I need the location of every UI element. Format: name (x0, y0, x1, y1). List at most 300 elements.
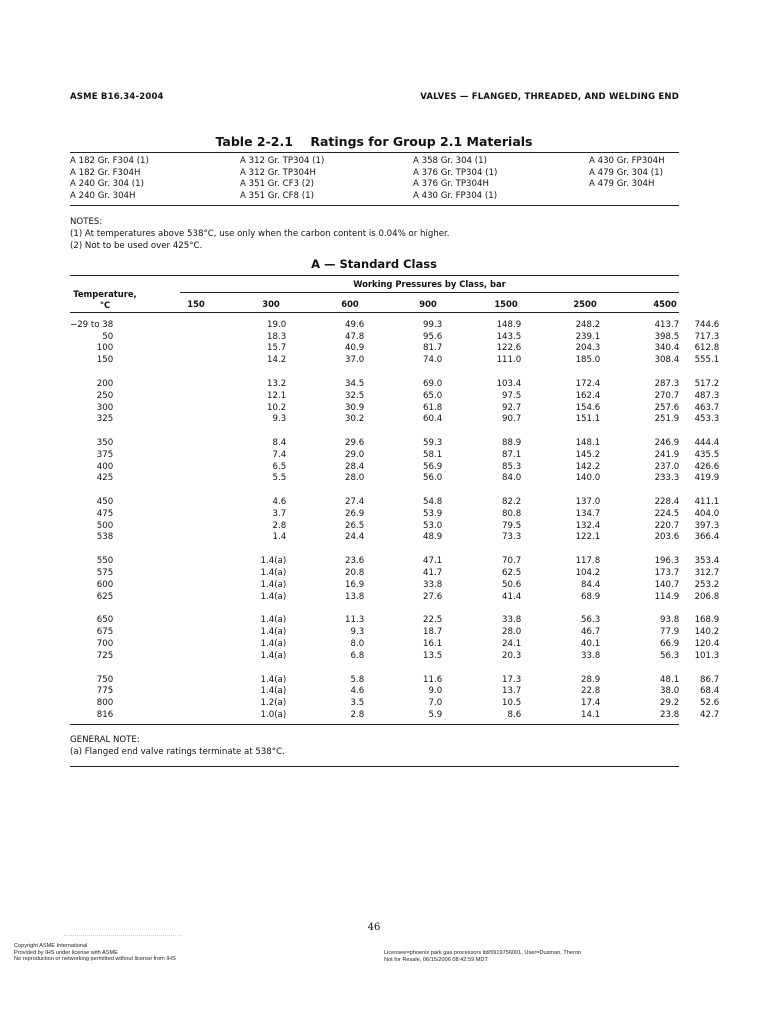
temperature-cell: 350 (96, 438, 114, 449)
temperature-cell: 500 (96, 520, 114, 531)
pressure-cell: 1.4(a) (260, 674, 287, 685)
material-spec: A 312 Gr. TP304 (1) (240, 156, 325, 166)
pressure-cell: 366.4 (694, 532, 720, 543)
general-note-text: (a) Flanged end valve ratings terminate at 538°C. (70, 747, 285, 757)
pressure-cell: 62.5 (502, 568, 522, 579)
pressure-cell: 172.4 (575, 378, 601, 389)
pressure-cell: 140.0 (575, 473, 601, 484)
material-spec: A 376 Gr. TP304 (1) (413, 167, 498, 178)
pressure-cell: 2.8 (272, 520, 287, 531)
pressure-cell: 11.6 (423, 674, 443, 685)
pressure-cell: 34.5 (345, 378, 365, 389)
temperature-cell: 625 (96, 591, 114, 602)
pressure-cell: 88.9 (502, 438, 522, 449)
materials-column-3 (413, 156, 497, 203)
pressure-cell: 312.7 (694, 568, 720, 579)
pressure-cell: 47.1 (423, 556, 443, 567)
pressure-cell: 140.7 (654, 579, 680, 590)
table-row (70, 651, 719, 663)
notes-heading: NOTES: (70, 217, 103, 227)
materials-column-2 (240, 156, 324, 203)
pressure-cell: 99.3 (423, 320, 443, 330)
pressure-cell: 148.9 (496, 320, 522, 330)
pressure-cell: 253.2 (694, 579, 720, 590)
table-row (70, 450, 719, 462)
pressure-cell: 17.3 (502, 674, 522, 685)
pressure-cell: 18.7 (423, 627, 443, 638)
materials-rule (70, 205, 679, 206)
materials-column-4 (589, 156, 665, 191)
pressure-cell: 137.0 (575, 497, 601, 508)
running-header-section: VALVES — FLANGED, THREADED, AND WELDING END (420, 92, 679, 102)
materials-column-1 (70, 156, 149, 203)
class-header: 150 (187, 299, 205, 309)
pressure-cell: 7.0 (428, 698, 443, 709)
class-header: 300 (262, 299, 280, 309)
pressure-cell: 53.9 (423, 509, 443, 520)
table-row (70, 320, 719, 332)
pressure-cell: 27.6 (423, 591, 443, 602)
pressure-cell: 308.4 (654, 355, 680, 366)
pressure-cell: 38.0 (660, 686, 680, 697)
pressure-cell: 220.7 (654, 520, 680, 531)
pressure-cell: 10.5 (502, 698, 522, 709)
pressure-cell: 1.4(a) (260, 686, 287, 697)
pressure-cell: 17.4 (581, 698, 601, 709)
pressure-cell: 16.1 (423, 638, 443, 649)
pressure-cell: 224.5 (654, 509, 680, 520)
pressure-cell: 555.1 (694, 355, 720, 366)
pressure-cell: 77.9 (660, 627, 680, 638)
subtitle-rule (70, 275, 679, 276)
material-spec: A 351 Gr. CF8 (1) (240, 191, 314, 202)
table-row (70, 485, 719, 509)
pressure-cell: 353.4 (694, 556, 720, 567)
class-header: 1500 (494, 299, 518, 309)
pressure-cell: 68.9 (581, 591, 601, 602)
pressure-cell: 41.7 (423, 568, 443, 579)
pressure-cell: 251.9 (654, 414, 680, 425)
table-row (70, 355, 719, 367)
pressure-cell: 61.8 (423, 402, 443, 413)
pressure-cell: 1.4(a) (260, 650, 287, 661)
table-bottom-rule (70, 724, 679, 725)
pressure-cell: 411.1 (694, 497, 720, 508)
pressure-cell: 287.3 (654, 378, 680, 389)
pressure-cell: 241.9 (654, 449, 680, 460)
pressure-cell: 32.5 (345, 390, 365, 401)
pressure-cell: 248.2 (575, 320, 601, 330)
pressure-cell: 30.2 (345, 414, 365, 425)
temperature-label: Temperature, (73, 289, 137, 299)
pressure-cell: 9.0 (428, 686, 443, 697)
pressure-cell: 26.9 (345, 509, 365, 520)
temperature-cell: 450 (96, 497, 114, 508)
temperature-cell: −29 to 38 (70, 320, 114, 330)
pressure-cell: 49.6 (345, 320, 365, 330)
footer-line: Licensee=phoenix park gas processors ltd/5919756001, User=Dusman, Theron (384, 950, 582, 956)
pressure-cell: 1.4(a) (260, 627, 287, 638)
pressure-cell: 204.3 (575, 343, 601, 354)
table-row (70, 521, 719, 533)
table-row (70, 367, 719, 391)
table-title: Table 2-2.1 Ratings for Group 2.1 Materials (215, 134, 533, 149)
pressure-cell: 14.2 (267, 355, 287, 366)
pressure-cell: 463.7 (694, 402, 720, 413)
pressure-cell: 20.8 (345, 568, 365, 579)
temperature-cell: 700 (96, 638, 114, 649)
table-row (70, 343, 719, 355)
pressure-cell: 3.5 (350, 698, 365, 709)
pressure-cell: 487.3 (694, 390, 720, 401)
pressure-cell: 42.7 (700, 709, 720, 720)
temperature-unit: °C (99, 300, 111, 310)
pressure-cell: 65.0 (423, 390, 443, 401)
pressure-cell: 1.4(a) (260, 638, 287, 649)
pressure-cell: 3.7 (272, 509, 287, 520)
pressure-cell: 145.2 (575, 449, 601, 460)
pressure-cell: 41.4 (502, 591, 522, 602)
pressure-cell: 744.6 (694, 320, 720, 330)
pressure-cell: 90.7 (502, 414, 522, 425)
pressure-cell: 23.8 (660, 709, 680, 720)
pressure-cell: 28.0 (345, 473, 365, 484)
pressure-cell: 148.1 (575, 438, 601, 449)
notes-block (70, 216, 450, 252)
temperature-cell: 725 (96, 650, 114, 661)
pressure-cell: 134.7 (575, 509, 601, 520)
pressure-cell: 151.1 (575, 414, 601, 425)
pressure-cell: 24.4 (345, 532, 365, 543)
pressure-cell: 122.1 (575, 532, 601, 543)
pressure-cell: 74.0 (423, 355, 443, 366)
pressure-cell: 1.4(a) (260, 591, 287, 602)
material-spec: A 430 Gr. FP304 (1) (413, 191, 498, 202)
pressure-cell: 14.1 (581, 709, 601, 720)
pressure-cell: 54.8 (423, 497, 443, 508)
title-rule (70, 152, 679, 153)
pressure-cell: 33.8 (502, 615, 522, 626)
pressure-cell: 40.1 (581, 638, 601, 649)
table-row (70, 698, 719, 710)
pressure-cell: 1.4(a) (260, 556, 287, 567)
pressure-cell: 103.4 (496, 378, 522, 389)
pressure-cell: 66.9 (660, 638, 680, 649)
pressure-cell: 1.2(a) (260, 698, 287, 709)
footer-line: Copyright ASME International (14, 943, 88, 949)
table-row (70, 662, 719, 686)
pressure-cell: 97.5 (502, 390, 522, 401)
pressure-cell: 59.3 (423, 438, 443, 449)
pressure-cell: 185.0 (575, 355, 601, 366)
table-row (70, 391, 719, 403)
class-header: 4500 (653, 299, 677, 309)
class-header: 900 (419, 299, 437, 309)
pressure-cell: 47.8 (345, 331, 365, 342)
temperature-cell: 150 (96, 355, 114, 366)
pressure-cell: 237.0 (654, 461, 680, 472)
table-row (70, 403, 719, 415)
pressure-cell: 95.6 (423, 331, 443, 342)
general-note-heading: GENERAL NOTE: (70, 735, 140, 745)
pressure-cell: 46.7 (581, 627, 601, 638)
pressure-cell: 79.5 (502, 520, 522, 531)
pressure-cell: 26.5 (345, 520, 365, 531)
pressure-cell: 104.2 (575, 568, 601, 579)
pressure-cell: 13.5 (423, 650, 443, 661)
material-spec: A 182 Gr. F304 (1) (70, 156, 149, 166)
pressure-cell: 1.4(a) (260, 615, 287, 626)
pressure-cell: 27.4 (345, 497, 365, 508)
pressure-cell: 56.9 (423, 461, 443, 472)
footer-line: No reproduction or networking permitted without license from IHS (14, 956, 176, 963)
footer-line: Not for Resale, 06/15/2006 08:42:59 MDT (384, 956, 488, 963)
pressure-cell: 101.3 (694, 650, 720, 661)
pressure-cell: 13.8 (345, 591, 365, 602)
pressure-cell: 85.3 (502, 461, 522, 472)
table-row (70, 532, 719, 544)
licensee-footer (384, 950, 581, 963)
pressure-cell: 4.6 (350, 686, 365, 697)
table-row (70, 473, 719, 485)
temperature-cell: 538 (96, 532, 114, 543)
pressure-cell: 50.6 (502, 579, 522, 590)
pressure-cell: 142.2 (575, 461, 601, 472)
material-spec: A 376 Gr. TP304H (413, 179, 489, 190)
material-spec: A 182 Gr. F304H (70, 167, 141, 178)
pressure-cell: 73.3 (502, 532, 522, 543)
pressure-cell: 60.4 (423, 414, 443, 425)
pressure-cell: 87.1 (502, 449, 522, 460)
pressure-cell: 29.6 (345, 438, 365, 449)
pressure-cell: 19.0 (267, 320, 287, 330)
pressure-cell: 53.0 (423, 520, 443, 531)
pressure-cell: 93.8 (660, 615, 680, 626)
pressure-cell: 56.3 (581, 615, 601, 626)
pressure-cell: 9.3 (350, 627, 365, 638)
pressure-cell: 6.5 (272, 461, 287, 472)
pressure-cell: 340.4 (654, 343, 680, 354)
material-spec: A 312 Gr. TP304H (240, 167, 316, 178)
pressure-cell: 28.4 (345, 461, 365, 472)
working-pressures-header: Working Pressures by Class, bar (353, 279, 506, 289)
pressure-cell: 13.7 (502, 686, 522, 697)
pressure-cell: 29.0 (345, 449, 365, 460)
pressure-cell: 29.2 (660, 698, 680, 709)
pressure-cell: 5.9 (428, 709, 443, 720)
footer-line: Provided by IHS under license with ASME (14, 949, 118, 956)
pressure-cell: 86.7 (700, 674, 720, 685)
pressure-cell: 24.1 (502, 638, 522, 649)
pressure-cell: 8.4 (272, 438, 287, 449)
pressure-cell: 10.2 (267, 402, 287, 413)
table-row (70, 414, 719, 426)
temperature-cell: 400 (96, 461, 114, 472)
table-row (70, 686, 719, 698)
pressure-cell: 13.2 (267, 378, 287, 389)
pressure-cell: 16.9 (345, 579, 365, 590)
material-spec: A 479 Gr. 304 (1) (589, 167, 663, 178)
pressure-cell: 173.7 (654, 568, 680, 579)
temperature-cell: 800 (96, 698, 114, 709)
table-row (70, 603, 719, 627)
temperature-column-header (70, 289, 140, 311)
pressure-cell: 717.3 (694, 331, 720, 342)
pressure-cell: 9.3 (272, 414, 287, 425)
pressure-cell: 132.4 (575, 520, 601, 531)
pressure-cell: 239.1 (575, 331, 601, 342)
pressure-cell: 117.8 (575, 556, 601, 567)
pressure-cell: 233.3 (654, 473, 680, 484)
pressure-cell: 517.2 (694, 378, 720, 389)
pressure-cell: 143.5 (496, 331, 522, 342)
pressure-cell: 15.7 (267, 343, 287, 354)
pressure-cell: 37.0 (345, 355, 365, 366)
pressure-cell: 404.0 (694, 509, 720, 520)
pressure-cell: 82.2 (502, 497, 522, 508)
pressure-cell: 122.6 (496, 343, 522, 354)
pressure-cell: 111.0 (496, 355, 522, 366)
pressure-cell: 33.8 (581, 650, 601, 661)
pressure-cell: 11.3 (345, 615, 365, 626)
note-item: (2) Not to be used over 425°C. (70, 241, 203, 251)
pressure-cell: 612.8 (694, 343, 720, 354)
pressure-cell: 140.2 (694, 627, 720, 638)
pressure-cell: 56.0 (423, 473, 443, 484)
pressure-cell: 80.8 (502, 509, 522, 520)
pressure-cell: 120.4 (694, 638, 720, 649)
temperature-cell: 750 (96, 674, 114, 685)
table-row (70, 710, 719, 722)
pressure-cell: 257.6 (654, 402, 680, 413)
temperature-cell: 475 (96, 509, 114, 520)
pressure-cell: 203.6 (654, 532, 680, 543)
table-row (70, 544, 719, 568)
pressure-cell: 162.4 (575, 390, 601, 401)
pressure-cell: 2.8 (350, 709, 365, 720)
temperature-cell: 575 (96, 568, 114, 579)
temperature-cell: 600 (96, 579, 114, 590)
pressure-cell: 6.8 (350, 650, 365, 661)
pressure-cell: 413.7 (654, 320, 680, 330)
class-header: 2500 (573, 299, 597, 309)
general-note-rule (70, 766, 679, 767)
table-row (70, 462, 719, 474)
pressure-cell: 419.9 (694, 473, 720, 484)
material-spec: A 240 Gr. 304 (1) (70, 179, 144, 190)
pressure-cell: 1.4 (272, 532, 287, 543)
ratings-table (70, 320, 719, 721)
pressure-cell: 68.4 (700, 686, 720, 697)
pressure-cell: 246.9 (654, 438, 680, 449)
pressure-cell: 1.4(a) (260, 568, 287, 579)
pressure-cell: 28.9 (581, 674, 601, 685)
table-row (70, 332, 719, 344)
pressure-cell: 84.0 (502, 473, 522, 484)
section-subtitle: A — Standard Class (311, 257, 437, 271)
table-row (70, 426, 719, 450)
temperature-cell: 200 (96, 378, 114, 389)
pressure-cell: 28.0 (502, 627, 522, 638)
faint-divider (64, 935, 182, 936)
pressure-cell: 5.8 (350, 674, 365, 685)
temperature-cell: 50 (102, 331, 114, 342)
temperature-cell: 300 (96, 402, 114, 413)
table-row (70, 627, 719, 639)
pressure-cell: 20.3 (502, 650, 522, 661)
pressure-cell: 453.3 (694, 414, 720, 425)
pressure-cell: 84.4 (581, 579, 601, 590)
copyright-footer (14, 943, 176, 963)
pressure-cell: 30.9 (345, 402, 365, 413)
pressure-cell: 18.3 (267, 331, 287, 342)
pressure-cell: 70.7 (502, 556, 522, 567)
temperature-cell: 100 (96, 343, 114, 354)
pressure-cell: 7.4 (272, 449, 287, 460)
table-row (70, 580, 719, 592)
header-rule (70, 312, 679, 313)
material-spec: A 430 Gr. FP304H (589, 156, 665, 166)
temperature-cell: 675 (96, 627, 114, 638)
material-spec: A 358 Gr. 304 (1) (413, 156, 487, 166)
pressure-cell: 1.4(a) (260, 579, 287, 590)
material-spec: A 479 Gr. 304H (589, 179, 655, 190)
pressure-cell: 22.8 (581, 686, 601, 697)
pressure-cell: 1.0(a) (260, 709, 287, 720)
pressure-cell: 58.1 (423, 449, 443, 460)
pressure-cell: 206.8 (694, 591, 720, 602)
temperature-cell: 816 (96, 709, 114, 720)
pressure-cell: 228.4 (654, 497, 680, 508)
pressure-cell: 444.4 (694, 438, 720, 449)
pressure-cell: 8.0 (350, 638, 365, 649)
pressure-cell: 196.3 (654, 556, 680, 567)
temperature-cell: 375 (96, 449, 114, 460)
pressure-cell: 5.5 (272, 473, 287, 484)
pressure-cell: 48.9 (423, 532, 443, 543)
temperature-cell: 650 (96, 615, 114, 626)
material-spec: A 351 Gr. CF3 (2) (240, 179, 314, 190)
temperature-cell: 250 (96, 390, 114, 401)
pressure-cell: 69.0 (423, 378, 443, 389)
working-pressures-rule (180, 292, 679, 293)
pressure-cell: 23.6 (345, 556, 365, 567)
pressure-cell: 52.6 (700, 698, 720, 709)
general-note-block (70, 734, 285, 758)
running-header-standard: ASME B16.34-2004 (70, 92, 164, 102)
class-header: 600 (341, 299, 359, 309)
table-row (70, 592, 719, 604)
pressure-cell: 168.9 (694, 615, 720, 626)
pressure-cell: 435.5 (694, 449, 720, 460)
pressure-cell: 56.3 (660, 650, 680, 661)
page-number: 46 (367, 922, 381, 933)
note-item: (1) At temperatures above 538°C, use only when the carbon content is 0.04% or higher. (70, 229, 450, 239)
pressure-cell: 154.6 (575, 402, 601, 413)
pressure-cell: 92.7 (502, 402, 522, 413)
pressure-cell: 398.5 (654, 331, 680, 342)
temperature-cell: 325 (96, 414, 114, 425)
table-row (70, 509, 719, 521)
temperature-cell: 550 (96, 556, 114, 567)
pressure-cell: 12.1 (267, 390, 287, 401)
pressure-cell: 4.6 (272, 497, 287, 508)
table-row (70, 639, 719, 651)
temperature-cell: 425 (96, 473, 114, 484)
pressure-cell: 33.8 (423, 579, 443, 590)
pressure-cell: 81.7 (423, 343, 443, 354)
pressure-cell: 48.1 (660, 674, 680, 685)
